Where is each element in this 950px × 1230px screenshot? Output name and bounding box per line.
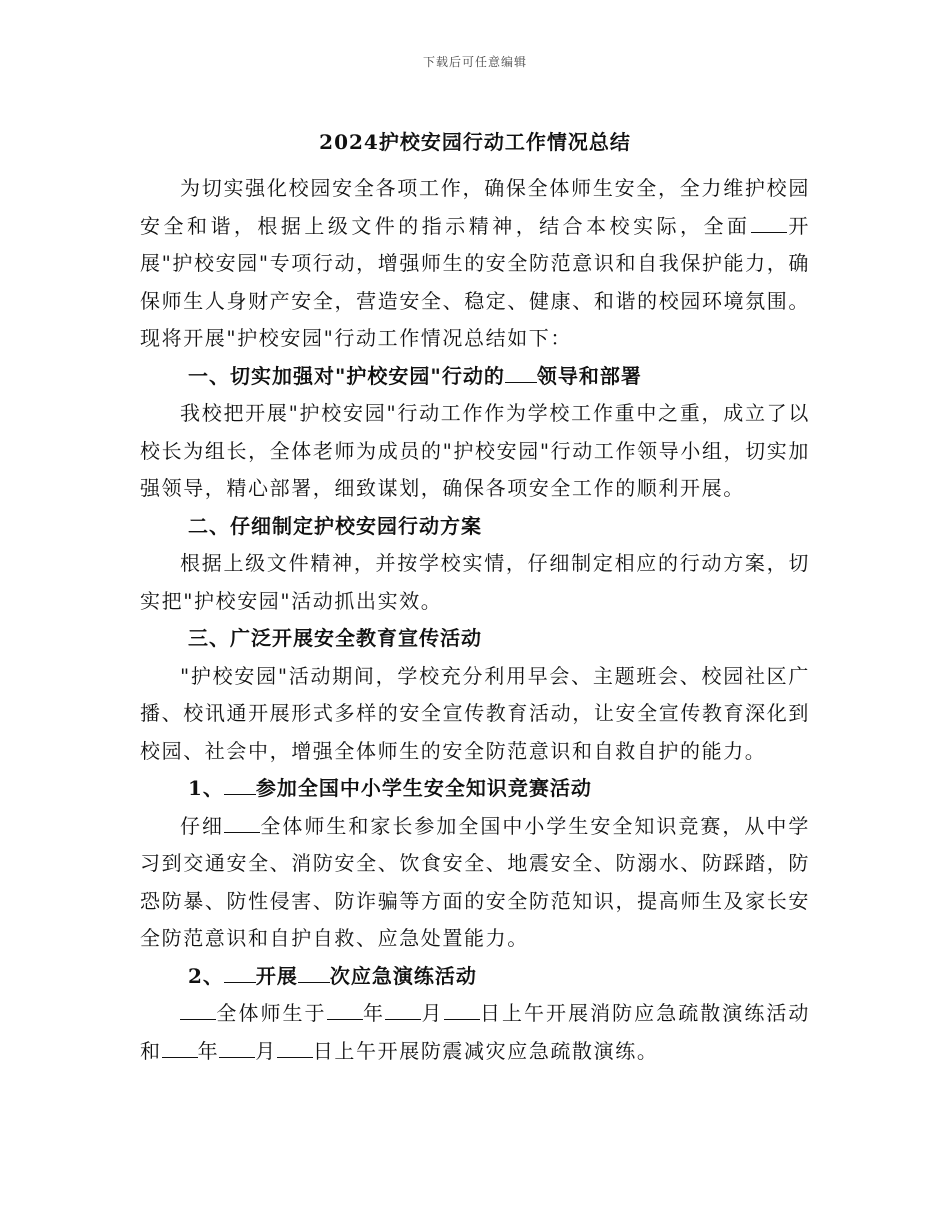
fill-blank (162, 1036, 198, 1058)
fill-blank (224, 773, 256, 795)
section2-heading: 二、仔细制定护校安园行动方案 (188, 513, 482, 538)
item2-text-3: 月 (421, 1001, 444, 1025)
section3-heading: 三、广泛开展安全教育宣传活动 (188, 626, 482, 650)
intro-text-b: 开展"护校安园"专项行动，增强师生的安全防范意识和自我保护能力，确保师生人身财产安全，营造安全、稳定、健康、和谐的校园环境氛围。现将开展"护校安园"行动工作情况总结如下： (140, 213, 810, 350)
fill-blank (298, 961, 330, 983)
item2-text-6: 月 (255, 1038, 277, 1063)
section3-paragraph: "护校安园"活动期间，学校充分利用早会、主题班会、校园社区广播、校讯通开展形式多样的安全宣传教育活动，让安全宣传教育深化到校园、社会中，增强全体师生的安全防范意识和自救自护的能力。 (140, 663, 810, 763)
item1-heading (140, 770, 810, 808)
item2-heading (140, 958, 810, 996)
fill-blank (277, 1036, 313, 1058)
fill-blank (219, 1036, 255, 1058)
item2-text-4: 日上午开展消防应急疏散演练活动和 (140, 1001, 810, 1063)
fill-blank (444, 998, 480, 1020)
fill-blank (385, 998, 421, 1020)
document-title: 2024护校安园行动工作情况总结 (319, 130, 631, 154)
intro-paragraph (140, 170, 810, 358)
fill-blank (505, 361, 537, 383)
section1-heading (140, 358, 810, 396)
section2-paragraph: 根据上级文件精神，并按学校实情，仔细制定相应的行动方案，切实把"护校安园"活动抓出实效。 (140, 551, 810, 613)
fill-blank (224, 811, 260, 833)
item1-para-b: 全体师生和家长参加全国中小学生安全知识竞赛，从中学习到交通安全、消防安全、饮食安全、地震安全、防溺水、防踩踏，防恐防暴、防性侵害、防诈骗等方面的安全防范知识，提高师生及家长安全防范意识和自护自救、应急处置能力。 (140, 813, 810, 950)
intro-text-a: 为切实强化校园安全各项工作，确保全体师生安全，全力维护校园安全和谐，根据上级文件的指示精神，结合本校实际，全面 (140, 176, 810, 238)
item1-paragraph (140, 808, 810, 958)
document-body (140, 170, 810, 1070)
item1-heading-a: 1、 (188, 776, 224, 800)
item2-heading-a: 2、 (188, 963, 224, 988)
item1-heading-b: 参加全国中小学生安全知识竞赛活动 (255, 776, 592, 800)
item2-text-2: 年 (362, 1001, 386, 1025)
fill-blank (327, 998, 363, 1020)
item2-heading-c: 次应急演练活动 (329, 963, 477, 988)
page-header-note: 下载后可任意编辑 (422, 55, 527, 69)
item2-text-1: 全体师生于 (216, 1001, 327, 1025)
section1-heading-a: 一、切实加强对"护校安园"行动的 (188, 363, 505, 388)
section1-heading-b: 领导和部署 (536, 363, 642, 388)
fill-blank (180, 998, 216, 1020)
fill-blank (224, 961, 256, 983)
item2-paragraph (140, 995, 810, 1070)
item2-text-7: 日上午开展防震减灾应急疏散演练。 (312, 1038, 659, 1063)
item1-para-a: 仔细 (180, 813, 224, 838)
item2-heading-b: 开展 (255, 963, 298, 988)
fill-blank (751, 211, 787, 233)
item2-text-5: 年 (197, 1038, 220, 1063)
section1-paragraph: 我校把开展"护校安园"行动工作作为学校工作重中之重，成立了以校长为组长，全体老师为成员的"护校安园"行动工作领导小组，切实加强领导，精心部署，细致谋划，确保各项安全工作的顺利开展。 (140, 401, 810, 500)
